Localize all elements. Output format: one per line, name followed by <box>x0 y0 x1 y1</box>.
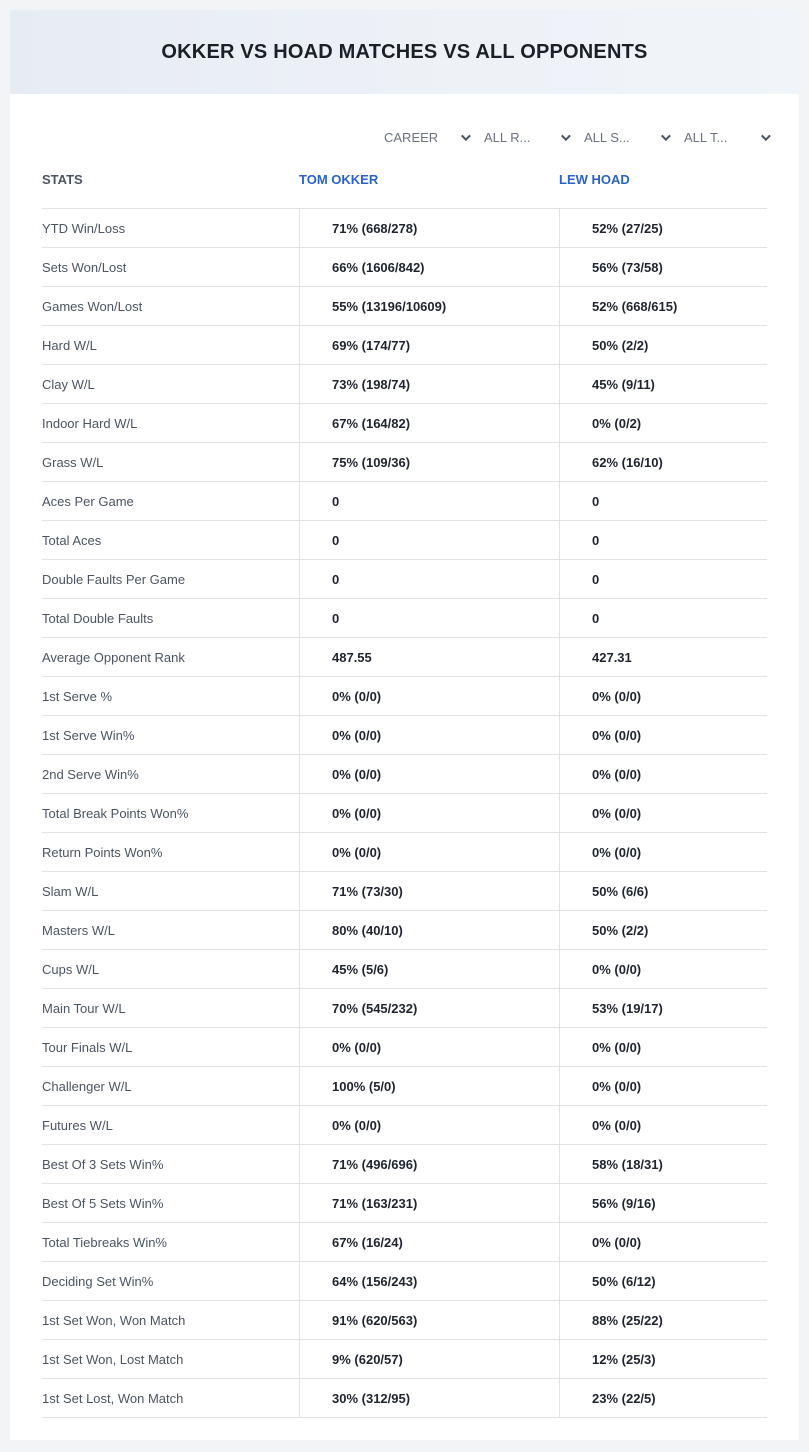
player1-value: 0% (0/0) <box>299 716 559 754</box>
table-row <box>42 1262 767 1301</box>
chevron-down-icon <box>661 131 671 141</box>
player1-value: 0% (0/0) <box>299 677 559 715</box>
player1-value: 0 <box>299 560 559 598</box>
stat-label: Challenger W/L <box>42 1078 132 1094</box>
player2-value: 0% (0/0) <box>559 1067 767 1105</box>
player1-value: 67% (164/82) <box>299 404 559 442</box>
table-row <box>42 950 767 989</box>
stat-label: Double Faults Per Game <box>42 571 186 587</box>
stat-label: Sets Won/Lost <box>42 259 127 275</box>
player2-value: 0 <box>559 599 767 637</box>
round-select[interactable] <box>480 126 580 148</box>
player2-value: 45% (9/11) <box>559 365 767 403</box>
player2-value: 52% (27/25) <box>559 209 767 247</box>
stat-label: Return Points Won% <box>42 844 163 860</box>
player1-value: 487.55 <box>299 638 559 676</box>
stat-label: Average Opponent Rank <box>42 649 185 665</box>
stat-label: Slam W/L <box>42 883 99 899</box>
player1-value: 55% (13196/10609) <box>299 287 559 325</box>
player2-value: 52% (668/615) <box>559 287 767 325</box>
player2-value: 50% (2/2) <box>559 911 767 949</box>
table-row <box>42 872 767 911</box>
stat-label: Total Double Faults <box>42 610 154 626</box>
player1-value: 91% (620/563) <box>299 1301 559 1339</box>
player2-value: 0% (0/0) <box>559 833 767 871</box>
table-row <box>42 287 767 326</box>
player1-value: 71% (668/278) <box>299 209 559 247</box>
player2-value: 427.31 <box>559 638 767 676</box>
stat-label: Total Tiebreaks Win% <box>42 1234 167 1250</box>
player1-value: 0% (0/0) <box>299 1106 559 1144</box>
player1-value: 71% (496/696) <box>299 1145 559 1183</box>
player1-value: 0% (0/0) <box>299 833 559 871</box>
chevron-down-icon <box>461 131 471 141</box>
period-select[interactable] <box>380 126 480 148</box>
player1-value: 9% (620/57) <box>299 1340 559 1378</box>
table-row <box>42 1340 767 1379</box>
chevron-down-icon <box>761 131 771 141</box>
stats-table-body <box>42 208 767 1418</box>
stat-label: Masters W/L <box>42 922 115 938</box>
player2-value: 58% (18/31) <box>559 1145 767 1183</box>
table-row <box>42 911 767 950</box>
player2-value: 53% (19/17) <box>559 989 767 1027</box>
player2-value: 0% (0/0) <box>559 1028 767 1066</box>
stat-label: Tour Finals W/L <box>42 1039 133 1055</box>
card-header <box>10 10 799 94</box>
table-row <box>42 638 767 677</box>
stat-label: 1st Set Lost, Won Match <box>42 1390 184 1406</box>
stats-card <box>10 10 799 1440</box>
player2-value: 0% (0/0) <box>559 677 767 715</box>
player1-value: 0 <box>299 482 559 520</box>
player2-value: 0% (0/0) <box>559 1106 767 1144</box>
player1-value: 0% (0/0) <box>299 755 559 793</box>
player1-value: 80% (40/10) <box>299 911 559 949</box>
table-row <box>42 404 767 443</box>
stat-label: Indoor Hard W/L <box>42 415 138 431</box>
round-select-value: ALL R... <box>484 129 531 145</box>
table-row <box>42 521 767 560</box>
tournament-select[interactable] <box>680 126 780 148</box>
table-row <box>42 1223 767 1262</box>
table-row <box>42 1028 767 1067</box>
player2-value: 0% (0/0) <box>559 950 767 988</box>
table-row <box>42 833 767 872</box>
surface-select-value: ALL S... <box>584 129 630 145</box>
table-row <box>42 1301 767 1340</box>
player2-value: 0 <box>559 482 767 520</box>
stat-label: Games Won/Lost <box>42 298 143 314</box>
player2-value: 0% (0/0) <box>559 1223 767 1261</box>
player2-value: 0% (0/2) <box>559 404 767 442</box>
stat-label: 1st Set Won, Lost Match <box>42 1351 184 1367</box>
player1-value: 71% (73/30) <box>299 872 559 910</box>
table-row <box>42 443 767 482</box>
player2-value: 12% (25/3) <box>559 1340 767 1378</box>
table-row <box>42 755 767 794</box>
table-row <box>42 482 767 521</box>
table-row <box>42 716 767 755</box>
table-row <box>42 1184 767 1223</box>
column-header-stats: STATS <box>42 172 83 187</box>
player2-link[interactable]: LEW HOAD <box>559 172 630 187</box>
table-row <box>42 365 767 404</box>
stat-label: Total Aces <box>42 532 102 548</box>
player2-value: 0% (0/0) <box>559 794 767 832</box>
stat-label: 2nd Serve Win% <box>42 766 139 782</box>
player2-value: 0 <box>559 560 767 598</box>
filter-bar <box>380 126 780 148</box>
table-row <box>42 599 767 638</box>
player1-value: 100% (5/0) <box>299 1067 559 1105</box>
player2-value: 62% (16/10) <box>559 443 767 481</box>
table-row <box>42 1106 767 1145</box>
player2-value: 0 <box>559 521 767 559</box>
table-row <box>42 1067 767 1106</box>
stat-label: Cups W/L <box>42 961 100 977</box>
player1-value: 0% (0/0) <box>299 794 559 832</box>
stat-label: 1st Serve % <box>42 688 113 704</box>
table-header <box>42 170 767 208</box>
stat-label: YTD Win/Loss <box>42 220 126 236</box>
player2-value: 50% (6/6) <box>559 872 767 910</box>
player2-value: 0% (0/0) <box>559 755 767 793</box>
player1-value: 0 <box>299 521 559 559</box>
player1-value: 75% (109/36) <box>299 443 559 481</box>
stat-label: Total Break Points Won% <box>42 805 189 821</box>
player2-value: 56% (9/16) <box>559 1184 767 1222</box>
player2-value: 88% (25/22) <box>559 1301 767 1339</box>
stat-label: Best Of 3 Sets Win% <box>42 1156 164 1172</box>
table-row <box>42 560 767 599</box>
player1-value: 64% (156/243) <box>299 1262 559 1300</box>
stat-label: Clay W/L <box>42 376 95 392</box>
player1-value: 67% (16/24) <box>299 1223 559 1261</box>
player1-link[interactable]: TOM OKKER <box>299 172 379 187</box>
player2-value: 56% (73/58) <box>559 248 767 286</box>
table-row <box>42 1379 767 1418</box>
stat-label: 1st Set Won, Won Match <box>42 1312 186 1328</box>
player1-value: 30% (312/95) <box>299 1379 559 1417</box>
chevron-down-icon <box>561 131 571 141</box>
player2-value: 50% (6/12) <box>559 1262 767 1300</box>
player1-value: 66% (1606/842) <box>299 248 559 286</box>
table-row <box>42 326 767 365</box>
stat-label: 1st Serve Win% <box>42 727 135 743</box>
table-row <box>42 677 767 716</box>
player1-value: 69% (174/77) <box>299 326 559 364</box>
player1-value: 45% (5/6) <box>299 950 559 988</box>
player1-value: 73% (198/74) <box>299 365 559 403</box>
tournament-select-value: ALL T... <box>684 129 728 145</box>
stat-label: Deciding Set Win% <box>42 1273 154 1289</box>
period-select-value: CAREER <box>384 129 439 145</box>
table-row <box>42 1145 767 1184</box>
table-row <box>42 248 767 287</box>
player2-value: 23% (22/5) <box>559 1379 767 1417</box>
stat-label: Main Tour W/L <box>42 1000 126 1016</box>
player2-value: 0% (0/0) <box>559 716 767 754</box>
page-title: OKKER VS HOAD MATCHES VS ALL OPPONENTS <box>161 40 648 63</box>
stat-label: Best Of 5 Sets Win% <box>42 1195 164 1211</box>
player1-value: 0% (0/0) <box>299 1028 559 1066</box>
stat-label: Grass W/L <box>42 454 104 470</box>
stat-label: Aces Per Game <box>42 493 134 509</box>
surface-select[interactable] <box>580 126 680 148</box>
stat-label: Hard W/L <box>42 337 97 353</box>
table-row <box>42 989 767 1028</box>
stat-label: Futures W/L <box>42 1117 113 1133</box>
player1-value: 71% (163/231) <box>299 1184 559 1222</box>
player2-value: 50% (2/2) <box>559 326 767 364</box>
table-row <box>42 209 767 248</box>
player1-value: 70% (545/232) <box>299 989 559 1027</box>
table-row <box>42 794 767 833</box>
player1-value: 0 <box>299 599 559 637</box>
